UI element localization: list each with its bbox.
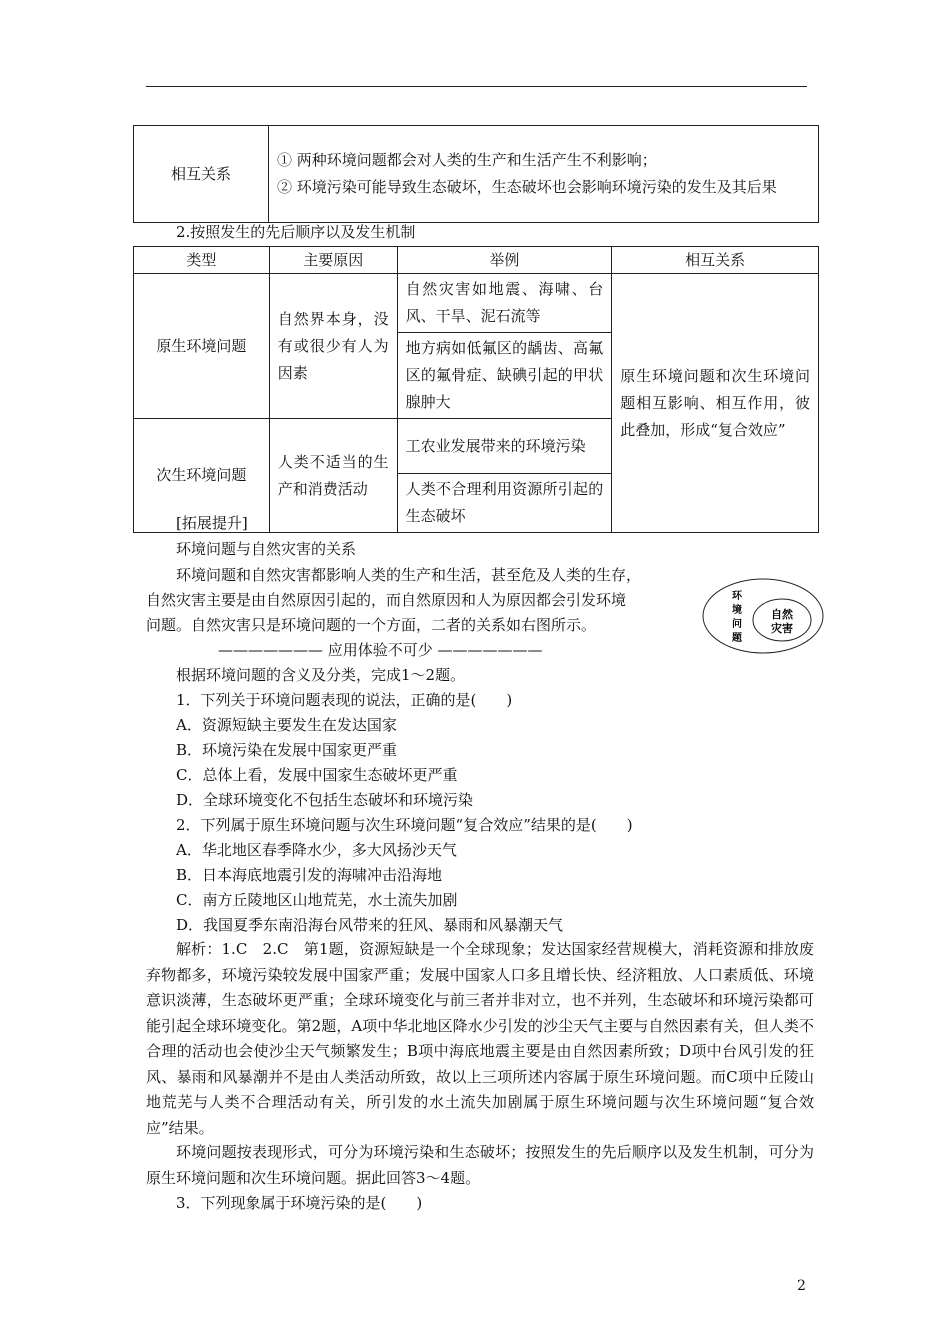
secondary-cause: 人类不适当的生产和消费活动: [269, 419, 397, 533]
question-2: 2．下列属于原生环境问题与次生环境问题“复合效应”结果的是( ): [176, 816, 633, 834]
question-2-option-c: C．南方丘陵地区山地荒芜，水土流失加剧: [176, 891, 458, 909]
relation-label: 相互关系: [134, 126, 269, 223]
page-number: 2: [797, 1278, 806, 1294]
outer-label-char: 题: [732, 633, 742, 644]
header-rule: [146, 86, 807, 87]
question-1-option-a: A．资源短缺主要发生在发达国家: [176, 716, 397, 734]
outer-label-char: 境: [732, 605, 742, 616]
primary-type: 原生环境问题: [134, 274, 270, 419]
outer-label-char: 环: [732, 591, 742, 602]
table-header-row: [134, 247, 819, 274]
extension-line-3: 问题。自然灾害只是环境问题的一个方面，二者的关系如右图所示。: [146, 616, 597, 634]
header-type: 类型: [134, 247, 270, 274]
question-1-option-b: B．环境污染在发展中国家更严重: [176, 741, 398, 759]
extension-tag: [拓展提升]: [176, 514, 248, 532]
header-example: 举例: [397, 247, 612, 274]
inner-label-line-1: 自然: [771, 608, 793, 621]
extension-line-2: 自然灾害主要是由自然原因引起的，而自然原因和人为原因都会引发环境: [146, 591, 627, 609]
question-2-option-a: A．华北地区春季降水少，多大风扬沙天气: [176, 841, 457, 859]
relation-cell: 原生环境问题和次生环境问题相互影响、相互作用，彼此叠加，形成“复合效应”: [612, 274, 819, 533]
relation-table: [133, 125, 819, 223]
questions-intro: 根据环境问题的含义及分类，完成1～2题。: [176, 666, 466, 684]
primary-example-2: 地方病如低氟区的龋齿、高氟区的氟骨症、缺碘引起的甲状腺肿大: [397, 333, 612, 419]
question-2-option-d: D．我国夏季东南沿海台风带来的狂风、暴雨和风暴潮天气: [176, 916, 564, 934]
primary-example-1: 自然灾害如地震、海啸、台风、干旱、泥石流等: [397, 274, 612, 333]
header-cause: 主要原因: [269, 247, 397, 274]
inner-label-line-2: 灾害: [771, 622, 793, 635]
intro-paragraph-2: 环境问题按表现形式，可分为环境污染和生态破坏；按照发生的先后顺序以及发生机制，可分为原生环境问题和次生环境问题。据此回答3～4题。: [146, 1143, 814, 1187]
section-2-title: 2.按照发生的先后顺序以及发生机制: [176, 223, 416, 241]
secondary-example-1: 工农业发展带来的环境污染: [397, 419, 612, 474]
relation-line-2: ② 环境污染可能导致生态破坏，生态破坏也会影响环境污染的发生及其后果: [277, 178, 777, 196]
question-1: 1．下列关于环境问题表现的说法，正确的是( ): [176, 691, 513, 709]
outer-label-char: 问: [732, 619, 742, 630]
question-2-option-b: B．日本海底地震引发的海啸冲击沿海地: [176, 866, 443, 884]
extension-line-1: 环境问题和自然灾害都影响人类的生产和生活，甚至危及人类的生存，: [176, 566, 642, 584]
question-1-option-d: D．全球环境变化不包括生态破坏和环境污染: [176, 791, 474, 809]
secondary-type: 次生环境问题: [134, 419, 270, 533]
practice-heading: ——————— 应用体验不可少 ———————: [218, 641, 543, 659]
analysis-paragraph: 解析：1.C 2.C 第1题，资源短缺是一个全球现象；发达国家经营规模大，消耗资源和排放废弃物都多，环境污染较发展中国家严重；发展中国家人口多且增长快、经济粗放、人口素质低、环境意识淡薄，生态破坏更严重；全球环境变化与前三者并非对立，也不并列，生态破坏和环境污染都可能引起全球环境变化。第2题，A项中华北地区降水少引发的沙尘天气主要与自然因素有关，但人类不合理的活动也会使沙尘天气频繁发生；B项中海底地震主要是由自然因素所致；D项中台风引发的狂风、暴雨和风暴潮并不是由人类活动所致，故以上三项所述内容属于原生环境问题。而C项中丘陵山地荒芜与人类不合理活动有关，所引发的水土流失加剧属于原生环境问题与次生环境问题“复合效应”结果。: [146, 940, 814, 1137]
secondary-example-2: 人类不合理利用资源所引起的生态破坏: [397, 474, 612, 533]
header-relation: 相互关系: [612, 247, 819, 274]
primary-cause: 自然界本身，没有或很少有人为因素: [269, 274, 397, 419]
relation-line-1: ① 两种环境问题都会对人类的生产和生活产生不利影响；: [277, 151, 657, 169]
question-1-option-c: C．总体上看，发展中国家生态破坏更严重: [176, 766, 458, 784]
table-row: [134, 274, 819, 333]
extension-title: 环境问题与自然灾害的关系: [176, 540, 357, 558]
question-3: 3．下列现象属于环境污染的是( ): [176, 1194, 423, 1212]
classification-table: [133, 246, 819, 533]
relation-content: [269, 126, 819, 223]
